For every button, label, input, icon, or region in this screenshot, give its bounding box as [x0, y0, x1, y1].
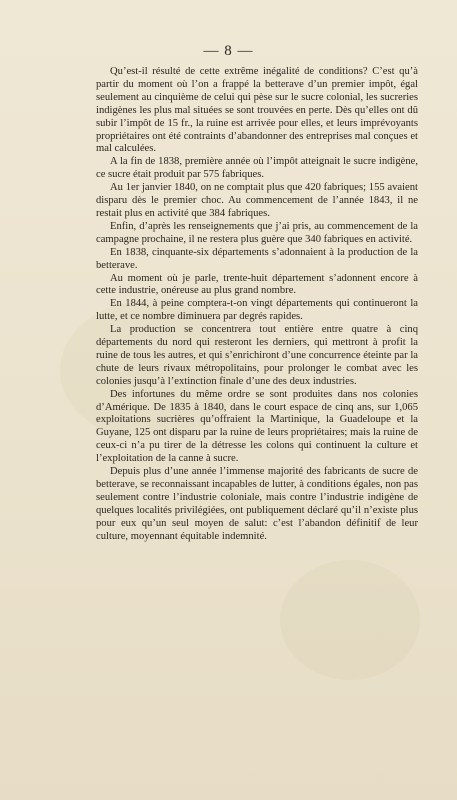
paragraph: Enfin, d’après les renseignements que j’ai pris, au commencement de la campagne prochaine, il ne restera plus guère que 340 fabriques en activité.	[96, 220, 418, 245]
paragraph: Des infortunes du même ordre se sont produites dans nos colonies d’Amérique. De 1835 à 1840, dans le court espace de cinq ans, sur 1,065 exploitations sucrières qu’offraient la Martinique, la Guadeloupe et la Guyane, 125 ont disparu par la ruine de leurs propriétaires; mais la ruine de ceux-ci n’a pu tirer de la détresse les colons qui continuent la culture et l’exploitation de la canne à sucre.	[96, 388, 418, 465]
paragraph: A la fin de 1838, première année où l’impôt atteignait le sucre indigène, ce sucre était produit par 575 fabriques.	[96, 156, 418, 181]
paragraph: Qu’est-il résulté de cette extrême inégalité de conditions? C’est qu’à partir du moment où l’on a frappé la betterave d’un premier impôt, égal seulement au cinquième de celui qui pèse sur le sucre colonial, les sucreries indigènes les plus mal situées se sont trouvées en perte. Dès qu’elles ont dû subir l’impôt de 15 fr., la ruine est arrivée pour elles, et leurs imprévoyants propriétaires ont été contraints d’abandonner des entreprises mal conçues et mal calculées.	[96, 66, 418, 155]
paragraph: Au 1er janvier 1840, on ne comptait plus que 420 fabriques; 155 avaient disparu dès le premier choc. Au commencement de l’année 1843, il ne restait plus en activité que 384 fabriques.	[96, 182, 418, 219]
paragraph: La production se concentrera tout entière entre quatre à cinq départements du nord qui resteront les derniers, qui mettront à profit la ruine de tous les autres, et qui s’enrichiront d’une concurrence éteinte par la chute de leurs rivaux métropolitains, pour prolonger le combat avec les colonies jusqu’à l’extinction finale d’une des deux industries.	[96, 324, 418, 387]
paragraph: En 1844, à peine comptera-t-on vingt départements qui continueront la lutte, et ce nombre diminuera par degrés rapides.	[96, 298, 418, 323]
paper-stain	[280, 560, 420, 680]
page-number: — 8 —	[203, 43, 254, 59]
paragraph: Depuis plus d’une année l’immense majorité des fabricants de sucre de betterave, se reconnaissant incapables de lutter, à conditions égales, non pas seulement contre l’industrie coloniale, mais contre l’industrie indigène de quelques localités privilégiées, ont publiquement déclaré qu’il n’existe plus pour eux qu’un seul moyen de salut: c’est l’abandon définitif de leur culture, moyennant équitable indemnité.	[96, 466, 418, 542]
body-text	[96, 66, 418, 544]
paragraph: Au moment où je parle, trente-huit département s’adonnent encore à cette industrie, onéreuse au plus grand nombre.	[96, 272, 418, 297]
paragraph: En 1838, cinquante-six départements s’adonnaient à la production de la betterave.	[96, 246, 418, 271]
